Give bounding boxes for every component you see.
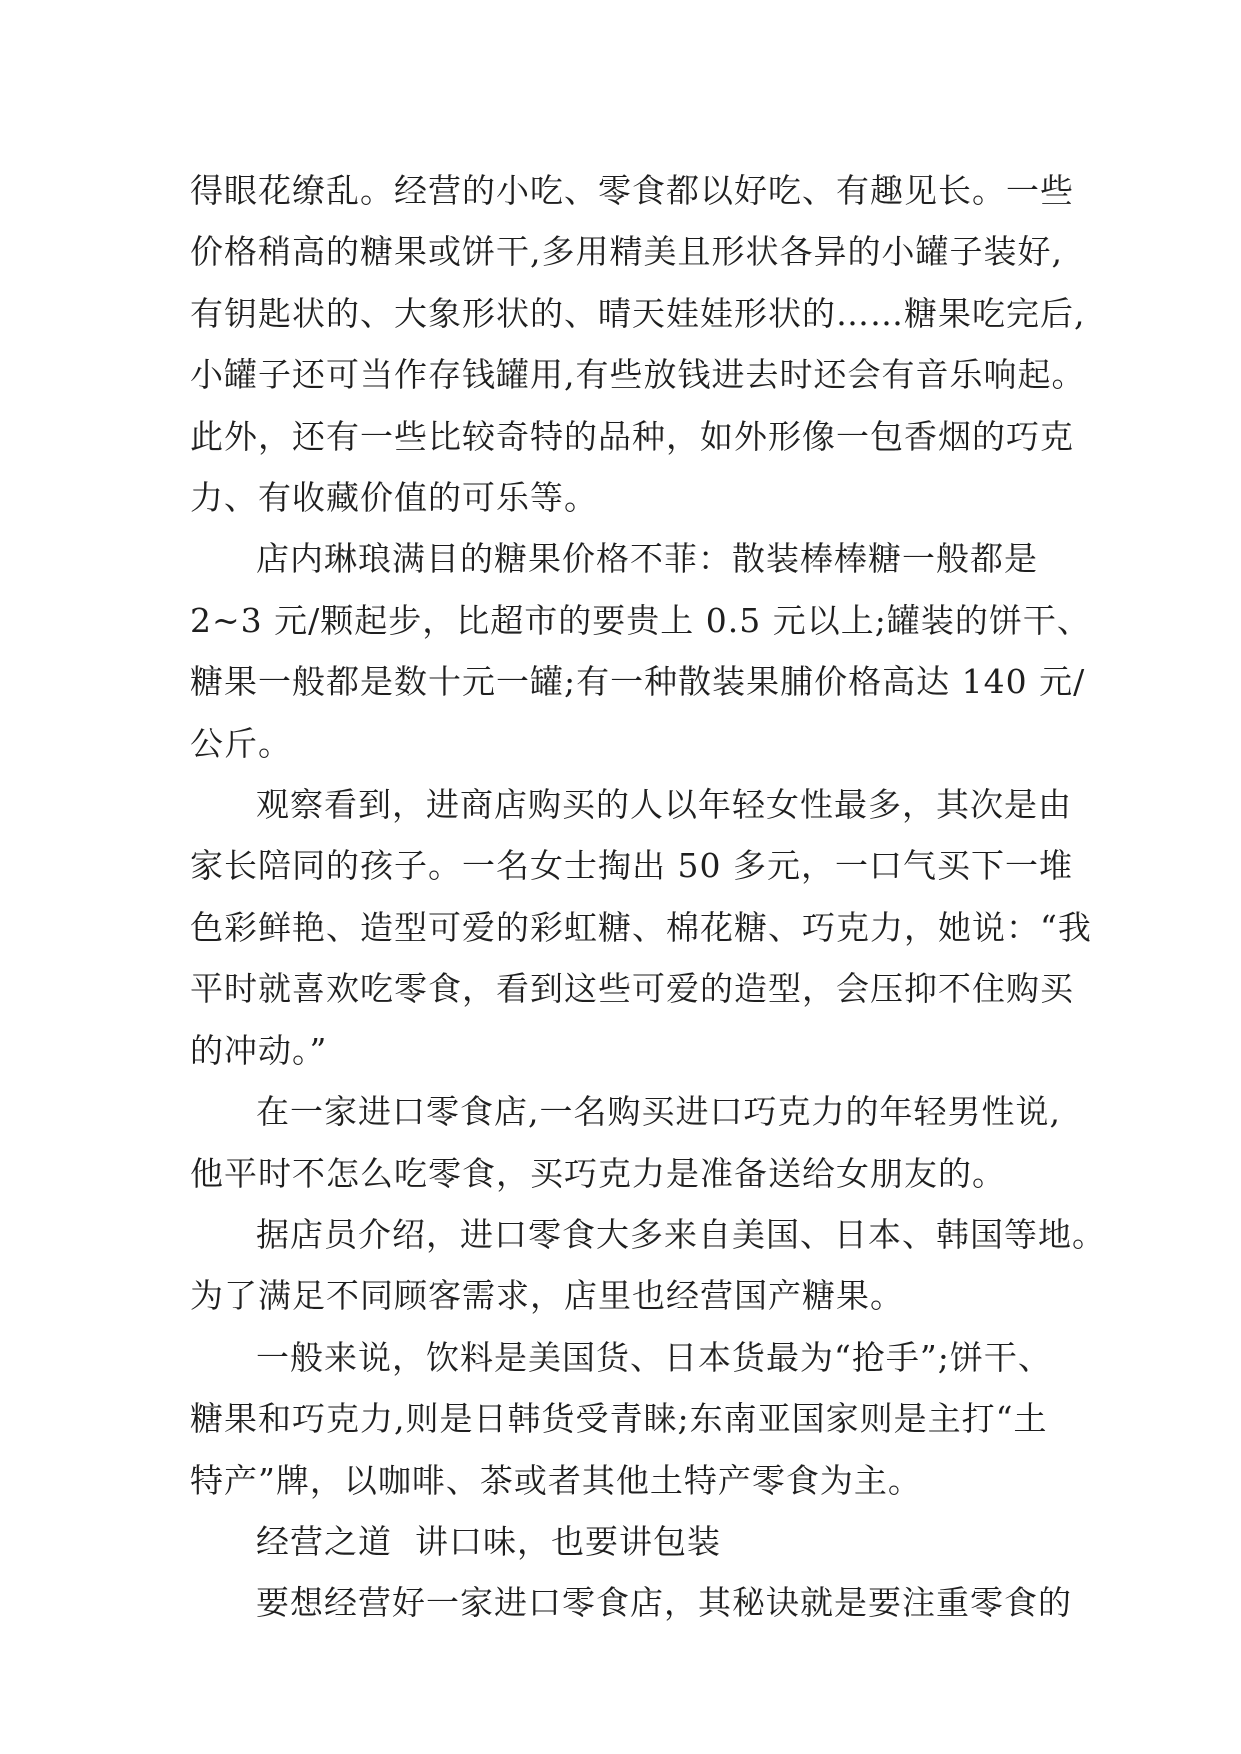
text-line: 为了满足不同顾客需求，店里也经营国产糖果。 — [190, 1276, 904, 1316]
text-line: 力、有收藏价值的可乐等。 — [190, 478, 598, 518]
text-line: 此外，还有一些比较奇特的品种，如外形像一包香烟的巧克 — [190, 416, 1074, 456]
text-line: 糖果和巧克力,则是日韩货受青睐;东南亚国家则是主打“土 — [190, 1399, 1048, 1439]
text-line: 他平时不怎么吃零食，买巧克力是准备送给女朋友的。 — [190, 1153, 1006, 1193]
text-line: 家长陪同的孩子。一名女士掏出 50 多元，一口气买下一堆 — [190, 846, 1073, 886]
text-line: 据店员介绍，进口零食大多来自美国、日本、韩国等地。 — [256, 1214, 1106, 1254]
text-line: 一般来说，饮料是美国货、日本货最为“抢手”;饼干、 — [256, 1337, 1052, 1377]
text-line: 有钥匙状的、大象形状的、晴天娃娃形状的……糖果吃完后, — [190, 293, 1086, 333]
text-line: 平时就喜欢吃零食，看到这些可爱的造型，会压抑不住购买 — [190, 969, 1074, 1009]
text-line: 观察看到，进商店购买的人以年轻女性最多，其次是由 — [256, 785, 1072, 825]
text-line: 色彩鲜艳、造型可爱的彩虹糖、棉花糖、巧克力，她说：“我 — [190, 907, 1092, 947]
text-line: 要想经营好一家进口零食店，其秘诀就是要注重零食的 — [256, 1583, 1072, 1623]
text-line: 得眼花缭乱。经营的小吃、零食都以好吃、有趣见长。一些 — [190, 171, 1074, 210]
text-line: 价格稍高的糖果或饼干,多用精美且形状各异的小罐子装好, — [190, 232, 1063, 272]
text-line: 经营之道 讲口味，也要讲包装 — [256, 1521, 721, 1561]
text-line: 糖果一般都是数十元一罐;有一种散装果脯价格高达 140 元/ — [190, 662, 1086, 702]
text-line: 2~3 元/颗起步，比超市的要贵上 0.5 元以上;罐装的饼干、 — [190, 600, 1091, 640]
text-line: 在一家进口零食店,一名购买进口巧克力的年轻男性说, — [256, 1092, 1061, 1132]
body-text — [190, 160, 1106, 1634]
text-line: 特产”牌，以咖啡、茶或者其他土特产零食为主。 — [190, 1460, 922, 1500]
text-line: 公斤。 — [190, 723, 292, 763]
text-line: 的冲动。” — [190, 1030, 328, 1070]
text-line: 店内琳琅满目的糖果价格不菲：散装棒棒糖一般都是 — [256, 539, 1038, 579]
text-line: 小罐子还可当作存钱罐用,有些放钱进去时还会有音乐响起。 — [190, 355, 1086, 395]
